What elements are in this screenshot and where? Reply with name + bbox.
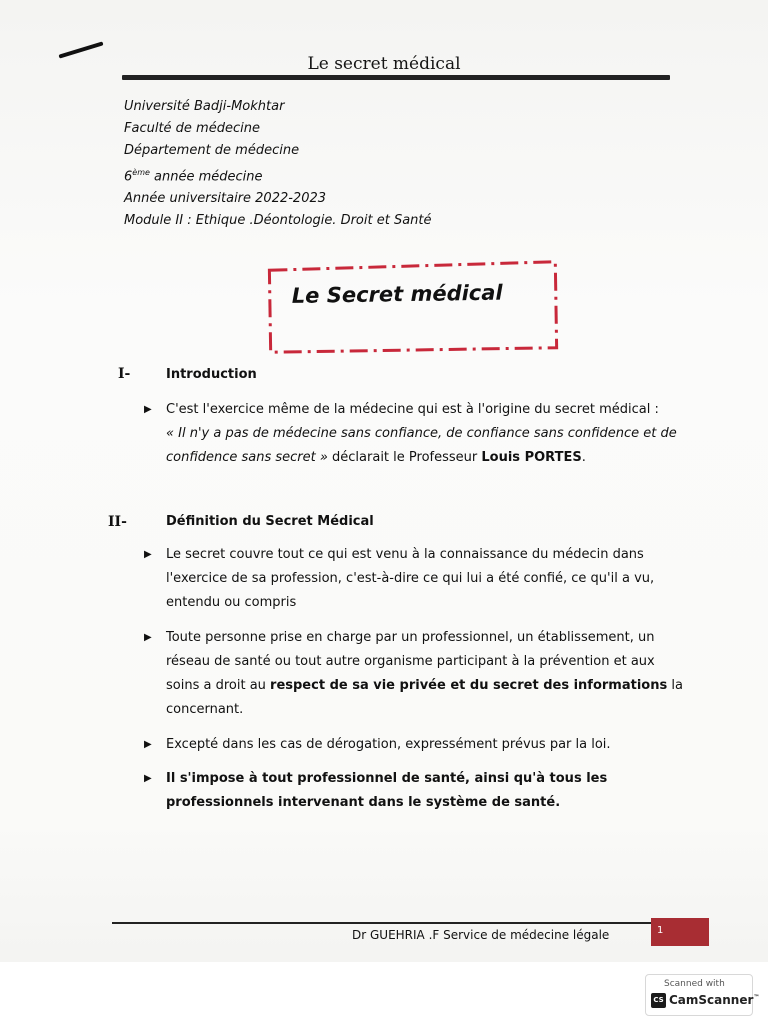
list-item <box>144 733 684 757</box>
intro-text <box>166 398 684 470</box>
page-number-badge: 1 <box>651 918 709 946</box>
list-item <box>144 398 684 470</box>
camscanner-badge[interactable] <box>645 974 760 1016</box>
definition-text-3: Excepté dans les cas de dérogation, expressément prévus par la loi. <box>166 737 611 752</box>
main-title-frame <box>265 260 560 357</box>
academic-year: Année universitaire 2022-2023 <box>124 191 327 207</box>
camscanner-label <box>669 993 759 1007</box>
section-number-1: I- <box>118 366 131 382</box>
university-info <box>124 96 432 232</box>
list-item <box>144 767 684 815</box>
study-year-superscript: ème <box>132 168 150 177</box>
definition-text-4: Il s'impose à tout professionnel de santé, ainsi qu'à tous les professionnels intervenant dans le système de santé. <box>166 771 608 810</box>
study-year <box>124 162 432 188</box>
definition-text-1: Le secret couvre tout ce qui est venu à la connaissance du médecin dans l'exercice de sa profession, c'est-à-dire ce qui lui a été confié, ce qu'il a vu, entendu ou compris <box>166 547 655 610</box>
university-name: Université Badji-Mokhtar <box>124 99 285 114</box>
section-heading-introduction: Introduction <box>166 367 257 382</box>
definition-text-2 <box>166 626 684 722</box>
dashed-red-frame <box>265 260 560 357</box>
definition-text-2-end: la concernant. <box>166 678 683 717</box>
triangle-right-icon: ▶ <box>144 549 152 560</box>
camscanner-name: CamScanner <box>669 993 754 1007</box>
intro-attribution: déclarait le Professeur <box>327 450 482 465</box>
module-name: Module II : Ethique .Déontologie. Droit et Santé <box>124 213 432 229</box>
intro-author-name: Louis PORTES <box>481 450 582 465</box>
footer-author: Dr GUEHRIA .F Service de médecine légale <box>352 928 610 942</box>
department-name: Département de médecine <box>124 143 300 158</box>
footer-rule <box>112 922 652 924</box>
intro-quote: « Il n'y a pas de médecine sans confiance, de confiance sans confidence et de confidence sans secret » <box>166 426 677 465</box>
faculty-name: Faculté de médecine <box>124 121 260 136</box>
study-year-label: année médecine <box>149 169 263 185</box>
main-title: Le Secret médical <box>291 280 503 308</box>
camscanner-trademark: ™ <box>753 994 760 1001</box>
triangle-right-icon: ▶ <box>144 773 152 784</box>
header-rule <box>122 75 670 80</box>
list-item <box>144 543 684 615</box>
triangle-right-icon: ▶ <box>144 404 152 415</box>
scanned-with-label: Scanned with <box>664 979 725 989</box>
section-number-2: II- <box>108 514 127 530</box>
definition-text-2-lead: Toute personne prise en charge par un professionnel, un établissement, un réseau de santé ou tout autre organisme participant à la prévention et aux soins a droit au <box>166 630 655 693</box>
section-heading-definition: Définition du Secret Médical <box>166 514 374 529</box>
list-item <box>144 626 684 722</box>
camscanner-logo-icon: CS <box>651 993 666 1008</box>
triangle-right-icon: ▶ <box>144 632 152 643</box>
triangle-right-icon: ▶ <box>144 739 152 750</box>
intro-lead: C'est l'exercice même de la médecine qui est à l'origine du secret médical : <box>166 402 659 417</box>
header-title: Le secret médical <box>307 54 461 74</box>
intro-end: . <box>581 450 586 465</box>
definition-text-2-emphasis: respect de sa vie privée et du secret des informations <box>270 678 668 693</box>
study-year-number: 6 <box>124 169 133 185</box>
